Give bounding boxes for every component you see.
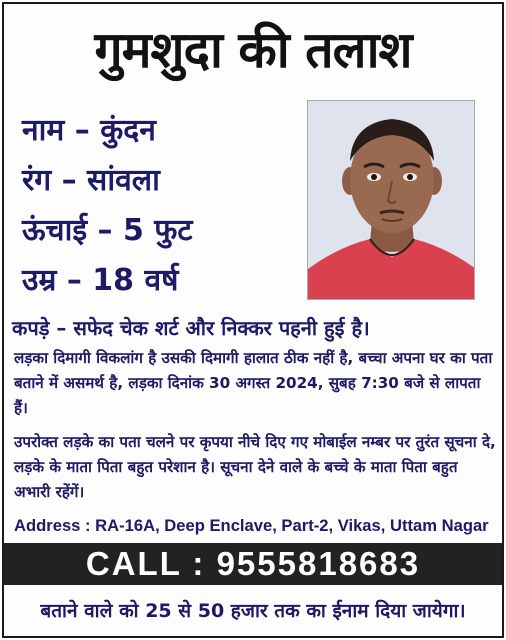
missing-person-photo xyxy=(307,100,475,300)
detail-age: उम्र – 18 वर्ष xyxy=(22,263,179,298)
detail-name: नाम – कुंदन xyxy=(22,113,156,148)
reward-notice: बताने वाले को 25 से 50 हजार तक का ईनाम दिया जायेगा। xyxy=(40,600,466,622)
detail-height: ऊंचाई – 5 फुट xyxy=(22,213,193,248)
condition-paragraph: लड़का दिमागी विकलांग है उसकी दिमागी हालात ठीक नहीं है, बच्चा अपना घर का पता बताने में असमर्थ है, लड़का दिनांक 30 अगस्त 2024, सुबह 7:30 बजे से लापता हैं। xyxy=(14,349,493,417)
call-number: CALL : 9555818683 xyxy=(85,545,421,582)
address-line: Address : RA-16A, Deep Enclave, Part-2, Vikas, Uttam Nagar xyxy=(14,516,489,535)
call-banner xyxy=(4,543,502,585)
poster-headline: गुमशुदा की तलाश xyxy=(94,21,412,79)
detail-complexion: रंग – सांवला xyxy=(22,163,160,198)
clothes-description: कपड़े – सफेद चेक शर्ट और निक्कर पहनी हुई है। xyxy=(12,316,370,340)
appeal-paragraph: उपरोक्त लड़के का पता चलने पर कृपया नीचे दिए गए मोबाईल नम्बर पर तुरंत सूचना दे, लड़के के माता पिता बहुत परेशान है। सूचना देने वाले के बच्चे के माता पिता बहुत अभारी रहेंगें। xyxy=(14,433,496,501)
person-details xyxy=(22,112,302,312)
